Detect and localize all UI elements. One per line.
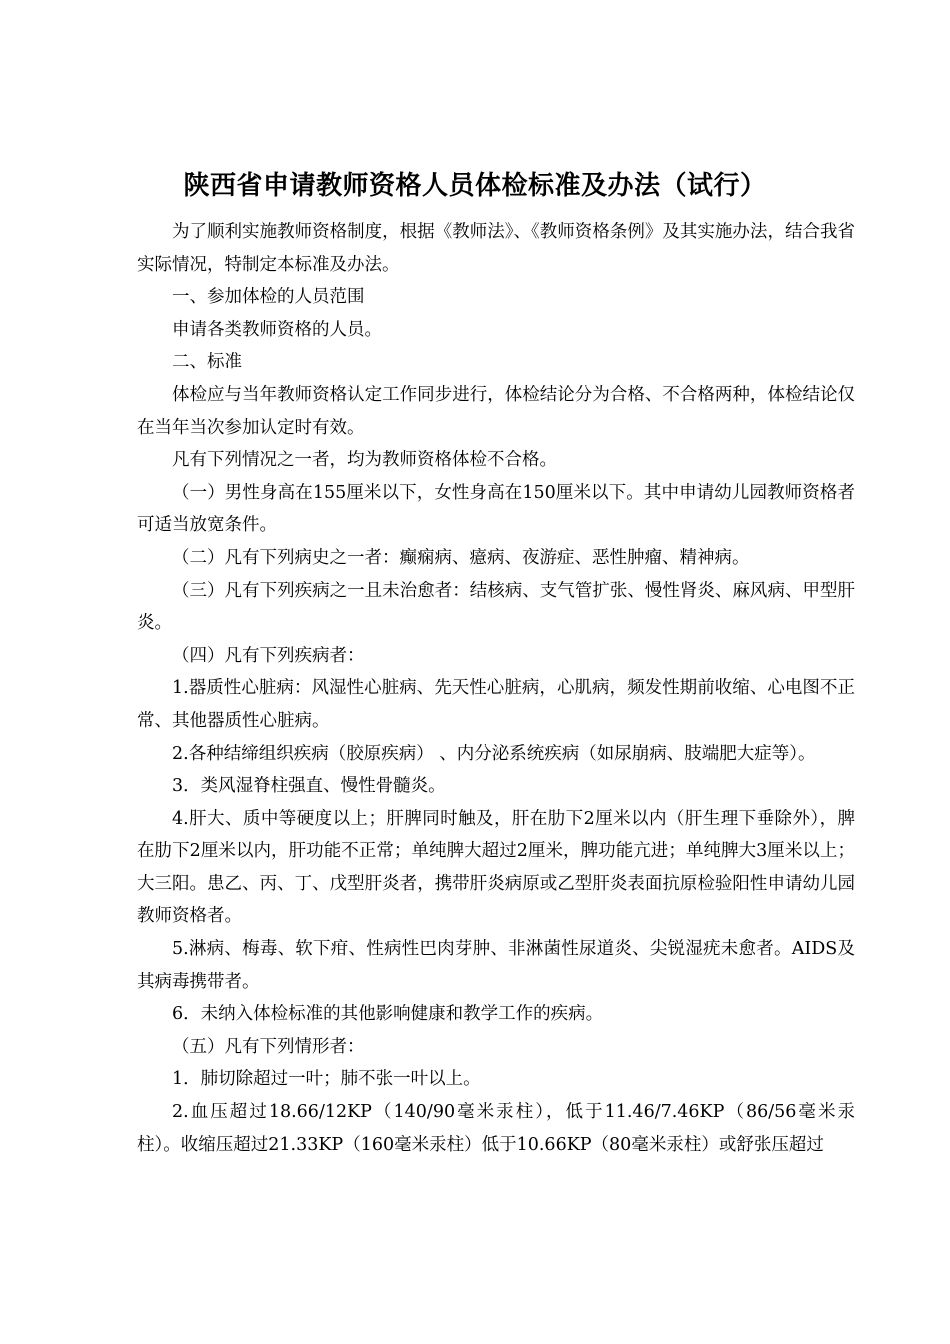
list-item-lung: 1．肺切除超过一叶；肺不张一叶以上。 [172, 1069, 481, 1090]
item-uncured: （三）凡有下列疾病之一且未治愈者：结核病、支气管扩张、慢性肾炎、麻风病、甲型肝炎。 [137, 580, 855, 634]
document-body [137, 216, 855, 1161]
document-title: 陕西省申请教师资格人员体检标准及办法（试行） [183, 171, 767, 201]
list-item-connective: 2.各种结缔组织疾病（胶原疾病） 、内分泌系统疾病（如尿崩病、肢端肥大症等）。 [172, 743, 816, 764]
item-diseases-heading: （四）凡有下列疾病者： [172, 645, 365, 666]
list-item-other: 6．未纳入体检标准的其他影响健康和教学工作的疾病。 [172, 1004, 604, 1025]
list-item-std: 5.淋病、梅毒、软下疳、性病性巴肉芽肿、非淋菌性尿道炎、尖锐湿疣未愈者。AIDS及其病毒携带者。 [137, 939, 855, 992]
paragraph-standard: 体检应与当年教师资格认定工作同步进行，体检结论分为合格、不合格两种，体检结论仅在当年当次参加认定时有效。 [137, 384, 855, 438]
section-heading-standard: 二、标准 [172, 352, 242, 373]
section-heading-scope: 一、参加体检的人员范围 [172, 287, 365, 308]
list-item-heart: 1.器质性心脏病：风湿性心脏病、先天性心脏病，心肌病，频发性期前收缩、心电图不正常、其他器质性心脏病。 [137, 678, 855, 731]
item-history: （二）凡有下列病史之一者：癫痫病、癔病、夜游症、恶性肿瘤、精神病。 [172, 547, 750, 568]
list-item-liver: 4.肝大、质中等硬度以上；肝脾同时触及，肝在肋下2厘米以内（肝生理下垂除外），脾在肋下2厘米以内，肝功能不正常；单纯脾大超过2厘米，脾功能亢进；单纯脾大3厘米以上；大三阳。患乙、丙、丁、戊型肝炎者，携带肝炎病原或乙型肝炎表面抗原检验阳性申请幼儿园教师资格者。 [137, 808, 855, 927]
item-height: （一）男性身高在155厘米以下，女性身高在150厘米以下。其中申请幼儿园教师资格者可适当放宽条件。 [137, 482, 855, 536]
paragraph-scope: 申请各类教师资格的人员。 [172, 319, 382, 340]
paragraph-intro: 为了顺利实施教师资格制度，根据《教师法》、《教师资格条例》及其实施办法，结合我省实际情况，特制定本标准及办法。 [137, 222, 855, 275]
paragraph-unqualified: 凡有下列情况之一者，均为教师资格体检不合格。 [172, 450, 557, 471]
list-item-spine: 3．类风湿脊柱强直、慢性骨髓炎。 [172, 776, 446, 797]
list-item-blood-pressure: 2.血压超过18.66/12KP（140/90毫米汞柱），低于11.46/7.46KP（86/56毫米汞柱）。收缩压超过21.33KP（160毫米汞柱）低于10.66KP（80毫米汞柱）或舒张压超过 [137, 1102, 855, 1155]
item-conditions-heading: （五）凡有下列情形者： [172, 1036, 365, 1057]
